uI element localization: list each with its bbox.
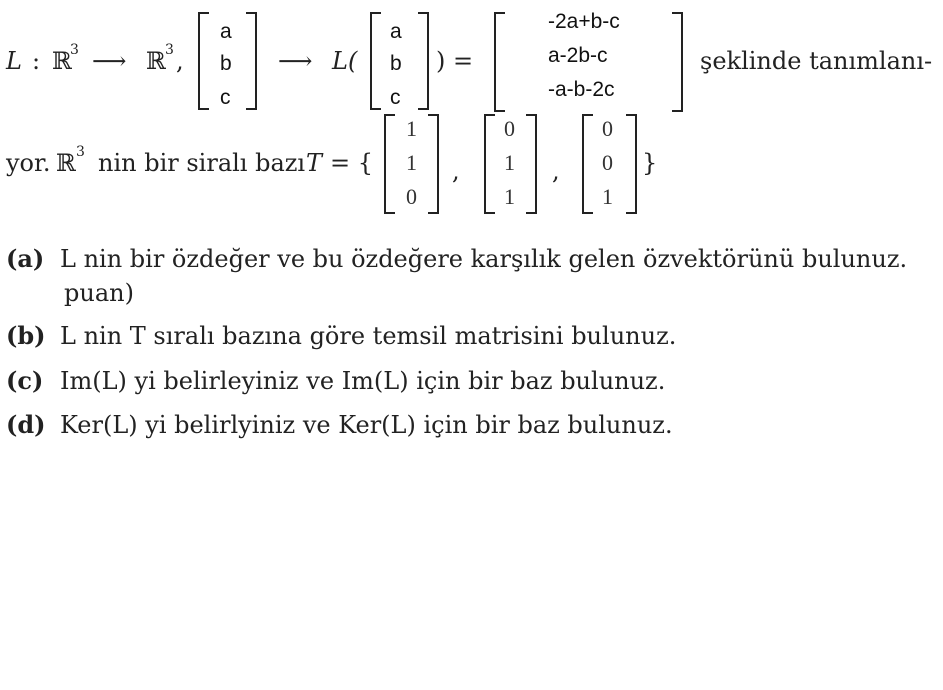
basis-entry: 0 bbox=[602, 150, 613, 175]
bracket-right bbox=[526, 114, 537, 214]
domain-exponent: 3 bbox=[70, 42, 79, 58]
separator: , bbox=[552, 157, 560, 185]
vector-entry: a bbox=[220, 20, 232, 43]
bracket-left bbox=[494, 12, 505, 112]
bracket-right bbox=[626, 114, 637, 214]
r3-symbol: ℝ bbox=[56, 149, 76, 177]
bracket-right bbox=[246, 12, 257, 110]
basis-entry: 1 bbox=[602, 184, 613, 209]
apply-close: ) = bbox=[436, 47, 474, 75]
basis-equals: = { bbox=[330, 149, 374, 177]
r3-exponent: 3 bbox=[76, 144, 85, 160]
basis-name: T bbox=[306, 149, 323, 177]
basis-entry: 1 bbox=[406, 150, 417, 175]
definition-suffix: şeklinde tanımlanı- bbox=[700, 47, 933, 75]
question-text: L nin T sıralı bazına göre temsil matrisini bulunuz. bbox=[60, 322, 677, 350]
basis-entry: 0 bbox=[406, 184, 417, 209]
apply-open: L( bbox=[332, 47, 358, 75]
bracket-right bbox=[672, 12, 683, 112]
basis-text: nin bir siralı bazı bbox=[98, 149, 306, 177]
bracket-left bbox=[582, 114, 593, 214]
bracket-left bbox=[384, 114, 395, 214]
codomain-symbol: ℝ bbox=[146, 47, 166, 75]
comma: , bbox=[176, 47, 184, 75]
vector-entry: c bbox=[390, 86, 401, 109]
question-label: (a) bbox=[6, 244, 45, 273]
bracket-right bbox=[418, 12, 429, 110]
codomain-exponent: 3 bbox=[165, 42, 174, 58]
domain-symbol: ℝ bbox=[52, 47, 72, 75]
set-close: } bbox=[642, 149, 658, 177]
arrow: ⟶ bbox=[278, 47, 313, 75]
basis-entry: 1 bbox=[504, 150, 515, 175]
map-name: L bbox=[6, 47, 22, 75]
bracket-left bbox=[484, 114, 495, 214]
basis-entry: 1 bbox=[504, 184, 515, 209]
basis-entry: 1 bbox=[406, 116, 417, 141]
question-continuation: puan) bbox=[64, 279, 134, 307]
separator: , bbox=[452, 157, 460, 185]
bracket-left bbox=[370, 12, 381, 110]
output-entry: -a-b-2c bbox=[548, 78, 615, 101]
question-label: (d) bbox=[6, 410, 46, 439]
question-label: (b) bbox=[6, 321, 46, 350]
basis-prefix: yor. bbox=[6, 149, 51, 177]
vector-entry: a bbox=[390, 20, 402, 43]
colon: : bbox=[32, 47, 41, 75]
basis-entry: 0 bbox=[602, 116, 613, 141]
vector-entry: c bbox=[220, 86, 231, 109]
basis-entry: 0 bbox=[504, 116, 515, 141]
bracket-right bbox=[428, 114, 439, 214]
question-text: Ker(L) yi belirlyiniz ve Ker(L) için bir baz bulunuz. bbox=[60, 411, 673, 439]
vector-entry: b bbox=[220, 52, 232, 75]
question-text: Im(L) yi belirleyiniz ve Im(L) için bir baz bulunuz. bbox=[60, 367, 666, 395]
arrow: ⟶ bbox=[92, 47, 127, 75]
question-label: (c) bbox=[6, 366, 44, 395]
vector-entry: b bbox=[390, 52, 402, 75]
question-text: L nin bir özdeğer ve bu özdeğere karşılık gelen özvektörünü bulunuz. bbox=[60, 245, 908, 273]
output-entry: -2a+b-c bbox=[548, 10, 620, 33]
bracket-left bbox=[198, 12, 209, 110]
output-entry: a-2b-c bbox=[548, 44, 608, 67]
